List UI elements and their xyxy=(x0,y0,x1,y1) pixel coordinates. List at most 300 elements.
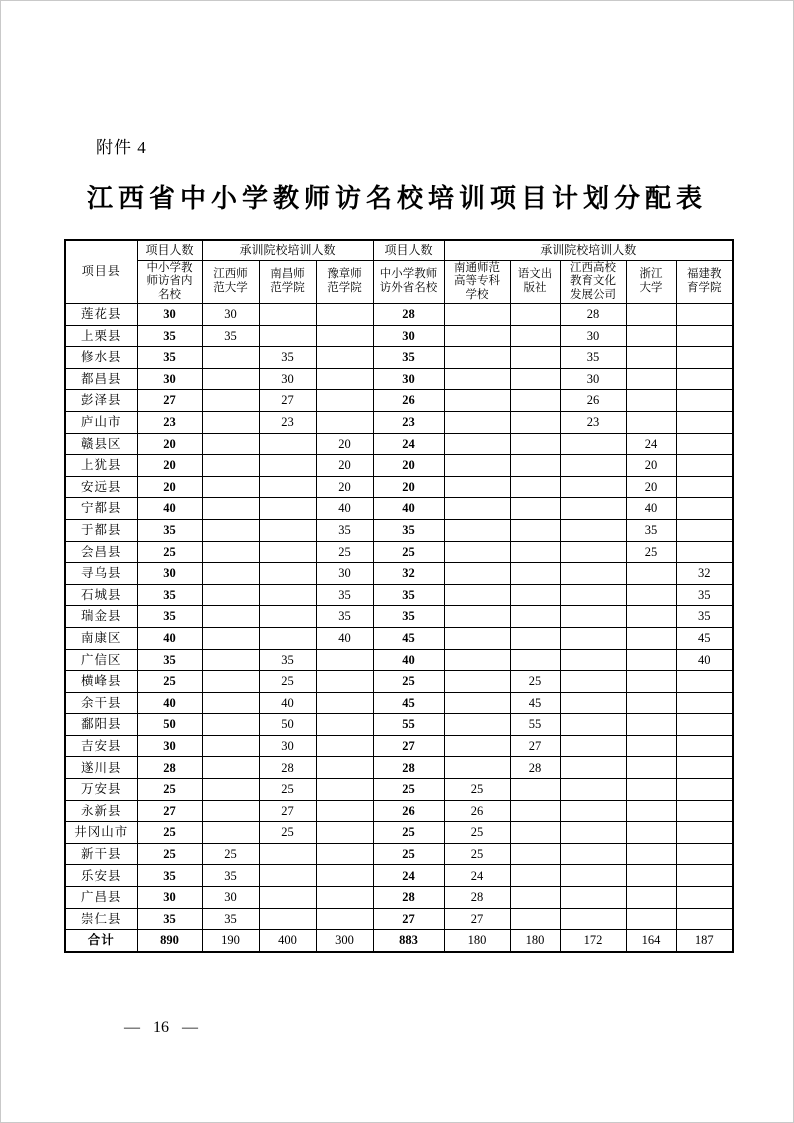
value-cell: 30 xyxy=(373,325,444,347)
value-cell: 32 xyxy=(676,563,733,585)
header-institutions-inprovince: 承训院校培训人数 xyxy=(202,240,373,261)
value-cell: 20 xyxy=(373,476,444,498)
county-cell: 莲花县 xyxy=(65,304,137,326)
value-cell xyxy=(510,541,560,563)
value-cell xyxy=(444,692,510,714)
value-cell: 35 xyxy=(259,649,316,671)
table-row xyxy=(65,735,733,757)
value-cell xyxy=(259,887,316,909)
county-cell: 广信区 xyxy=(65,649,137,671)
value-cell: 24 xyxy=(626,433,676,455)
table-row xyxy=(65,757,733,779)
value-cell: 30 xyxy=(137,368,202,390)
value-cell: 25 xyxy=(373,843,444,865)
value-cell xyxy=(259,455,316,477)
table-row xyxy=(65,649,733,671)
value-cell xyxy=(202,390,259,412)
value-cell xyxy=(316,671,373,693)
table-row xyxy=(65,822,733,844)
county-cell: 寻乌县 xyxy=(65,563,137,585)
value-cell xyxy=(202,671,259,693)
county-cell: 庐山市 xyxy=(65,411,137,433)
value-cell xyxy=(626,865,676,887)
value-cell: 35 xyxy=(560,347,626,369)
table-row xyxy=(65,325,733,347)
value-cell: 172 xyxy=(560,930,626,952)
value-cell xyxy=(202,779,259,801)
value-cell: 25 xyxy=(626,541,676,563)
table-row xyxy=(65,865,733,887)
value-cell: 25 xyxy=(444,779,510,801)
value-cell xyxy=(560,865,626,887)
value-cell xyxy=(626,822,676,844)
value-cell xyxy=(202,411,259,433)
value-cell xyxy=(560,779,626,801)
value-cell xyxy=(676,304,733,326)
value-cell xyxy=(510,887,560,909)
value-cell xyxy=(560,649,626,671)
value-cell xyxy=(626,563,676,585)
value-cell: 25 xyxy=(259,671,316,693)
value-cell: 30 xyxy=(373,368,444,390)
value-cell xyxy=(676,541,733,563)
value-cell xyxy=(202,498,259,520)
value-cell xyxy=(510,627,560,649)
value-cell: 35 xyxy=(137,325,202,347)
attachment-label: 附件 4 xyxy=(96,138,147,157)
value-cell: 40 xyxy=(626,498,676,520)
value-cell: 28 xyxy=(373,304,444,326)
value-cell: 28 xyxy=(259,757,316,779)
value-cell xyxy=(510,498,560,520)
value-cell: 45 xyxy=(676,627,733,649)
value-cell xyxy=(510,563,560,585)
value-cell: 35 xyxy=(373,606,444,628)
value-cell xyxy=(444,519,510,541)
value-cell xyxy=(676,692,733,714)
table-row xyxy=(65,692,733,714)
value-cell: 23 xyxy=(259,411,316,433)
value-cell xyxy=(676,476,733,498)
county-cell: 吉安县 xyxy=(65,735,137,757)
value-cell xyxy=(316,368,373,390)
value-cell xyxy=(202,519,259,541)
value-cell xyxy=(316,304,373,326)
value-cell xyxy=(316,390,373,412)
value-cell: 26 xyxy=(373,800,444,822)
value-cell: 164 xyxy=(626,930,676,952)
county-cell: 安远县 xyxy=(65,476,137,498)
value-cell: 35 xyxy=(316,584,373,606)
value-cell: 20 xyxy=(373,455,444,477)
county-cell: 上犹县 xyxy=(65,455,137,477)
value-cell xyxy=(560,498,626,520)
value-cell xyxy=(202,692,259,714)
value-cell xyxy=(676,800,733,822)
value-cell: 25 xyxy=(137,779,202,801)
value-cell xyxy=(510,433,560,455)
value-cell: 30 xyxy=(202,304,259,326)
value-cell xyxy=(316,692,373,714)
value-cell: 26 xyxy=(444,800,510,822)
value-cell: 23 xyxy=(373,411,444,433)
value-cell xyxy=(676,865,733,887)
value-cell xyxy=(259,563,316,585)
value-cell xyxy=(259,908,316,930)
county-cell: 修水县 xyxy=(65,347,137,369)
value-cell: 27 xyxy=(373,908,444,930)
value-cell xyxy=(259,541,316,563)
value-cell xyxy=(560,714,626,736)
value-cell: 23 xyxy=(560,411,626,433)
allocation-table xyxy=(64,239,734,953)
value-cell: 40 xyxy=(676,649,733,671)
header-language-press: 语文出 版社 xyxy=(510,261,560,304)
value-cell xyxy=(560,757,626,779)
value-cell xyxy=(259,304,316,326)
table-row xyxy=(65,519,733,541)
table-row xyxy=(65,843,733,865)
value-cell: 35 xyxy=(626,519,676,541)
value-cell xyxy=(626,627,676,649)
value-cell xyxy=(444,455,510,477)
value-cell: 30 xyxy=(560,325,626,347)
value-cell xyxy=(316,735,373,757)
value-cell: 20 xyxy=(137,433,202,455)
value-cell: 35 xyxy=(137,584,202,606)
table-row xyxy=(65,455,733,477)
value-cell xyxy=(560,606,626,628)
value-cell xyxy=(444,476,510,498)
value-cell xyxy=(444,606,510,628)
value-cell: 20 xyxy=(316,433,373,455)
value-cell: 40 xyxy=(137,627,202,649)
value-cell: 35 xyxy=(137,519,202,541)
value-cell xyxy=(202,606,259,628)
header-row-1 xyxy=(65,240,733,261)
page-title: 江西省中小学教师访名校培训项目计划分配表 xyxy=(86,183,707,213)
value-cell: 35 xyxy=(373,519,444,541)
value-cell xyxy=(560,584,626,606)
value-cell: 50 xyxy=(137,714,202,736)
value-cell xyxy=(676,347,733,369)
value-cell xyxy=(626,843,676,865)
value-cell xyxy=(626,887,676,909)
value-cell xyxy=(676,455,733,477)
value-cell: 27 xyxy=(137,800,202,822)
value-cell: 27 xyxy=(373,735,444,757)
value-cell xyxy=(444,584,510,606)
value-cell: 28 xyxy=(137,757,202,779)
value-cell: 35 xyxy=(316,519,373,541)
value-cell xyxy=(510,822,560,844)
value-cell xyxy=(259,433,316,455)
value-cell: 27 xyxy=(259,800,316,822)
county-cell: 石城县 xyxy=(65,584,137,606)
value-cell: 35 xyxy=(373,584,444,606)
value-cell xyxy=(626,347,676,369)
value-cell xyxy=(676,519,733,541)
value-cell xyxy=(626,800,676,822)
value-cell: 30 xyxy=(259,368,316,390)
value-cell: 20 xyxy=(137,476,202,498)
value-cell: 25 xyxy=(259,822,316,844)
value-cell xyxy=(510,304,560,326)
table-row xyxy=(65,541,733,563)
value-cell xyxy=(676,325,733,347)
value-cell: 35 xyxy=(137,649,202,671)
value-cell: 25 xyxy=(137,671,202,693)
value-cell: 40 xyxy=(316,627,373,649)
value-cell xyxy=(560,476,626,498)
value-cell: 28 xyxy=(373,757,444,779)
county-cell: 南康区 xyxy=(65,627,137,649)
value-cell: 26 xyxy=(373,390,444,412)
value-cell xyxy=(202,735,259,757)
value-cell xyxy=(510,325,560,347)
value-cell xyxy=(444,541,510,563)
value-cell xyxy=(444,347,510,369)
value-cell xyxy=(444,671,510,693)
value-cell: 45 xyxy=(373,627,444,649)
value-cell xyxy=(626,649,676,671)
value-cell: 35 xyxy=(316,606,373,628)
table-row xyxy=(65,887,733,909)
value-cell: 890 xyxy=(137,930,202,952)
value-cell xyxy=(626,735,676,757)
value-cell xyxy=(626,671,676,693)
value-cell xyxy=(626,908,676,930)
table-row xyxy=(65,800,733,822)
value-cell: 25 xyxy=(373,822,444,844)
value-cell: 25 xyxy=(510,671,560,693)
value-cell xyxy=(316,779,373,801)
value-cell: 30 xyxy=(259,735,316,757)
value-cell xyxy=(510,779,560,801)
table-body xyxy=(65,304,733,952)
value-cell: 35 xyxy=(202,865,259,887)
value-cell xyxy=(259,498,316,520)
value-cell xyxy=(259,476,316,498)
value-cell xyxy=(560,519,626,541)
value-cell xyxy=(202,757,259,779)
value-cell xyxy=(510,455,560,477)
value-cell xyxy=(259,606,316,628)
value-cell xyxy=(444,714,510,736)
value-cell xyxy=(676,433,733,455)
table-row xyxy=(65,714,733,736)
value-cell xyxy=(316,757,373,779)
county-cell: 永新县 xyxy=(65,800,137,822)
value-cell: 28 xyxy=(444,887,510,909)
table-row xyxy=(65,476,733,498)
value-cell xyxy=(202,433,259,455)
value-cell: 45 xyxy=(510,692,560,714)
header-jiangxi-education-company: 江西高校 教育文化 发展公司 xyxy=(560,261,626,304)
table-row xyxy=(65,347,733,369)
total-label: 合计 xyxy=(65,930,137,952)
value-cell: 20 xyxy=(626,476,676,498)
value-cell: 35 xyxy=(137,865,202,887)
value-cell: 30 xyxy=(202,887,259,909)
table-row xyxy=(65,433,733,455)
header-nantong-normal-college: 南通师范 高等专科 学校 xyxy=(444,261,510,304)
value-cell: 400 xyxy=(259,930,316,952)
header-teachers-outprovince: 中小学教师 访外省名校 xyxy=(373,261,444,304)
value-cell: 35 xyxy=(202,908,259,930)
value-cell xyxy=(626,304,676,326)
value-cell xyxy=(259,519,316,541)
table-row xyxy=(65,411,733,433)
value-cell xyxy=(316,865,373,887)
table-row xyxy=(65,627,733,649)
table-row xyxy=(65,563,733,585)
value-cell xyxy=(510,865,560,887)
value-cell: 24 xyxy=(373,865,444,887)
value-cell: 30 xyxy=(560,368,626,390)
value-cell: 35 xyxy=(373,347,444,369)
value-cell: 35 xyxy=(137,347,202,369)
county-cell: 横峰县 xyxy=(65,671,137,693)
value-cell: 20 xyxy=(316,476,373,498)
value-cell xyxy=(444,390,510,412)
value-cell xyxy=(510,476,560,498)
value-cell xyxy=(444,563,510,585)
value-cell: 883 xyxy=(373,930,444,952)
value-cell: 25 xyxy=(373,779,444,801)
value-cell xyxy=(626,584,676,606)
value-cell xyxy=(676,779,733,801)
value-cell xyxy=(676,908,733,930)
value-cell xyxy=(560,541,626,563)
value-cell xyxy=(202,649,259,671)
value-cell xyxy=(676,757,733,779)
value-cell: 27 xyxy=(259,390,316,412)
value-cell: 25 xyxy=(137,843,202,865)
value-cell: 40 xyxy=(259,692,316,714)
value-cell xyxy=(626,368,676,390)
value-cell: 35 xyxy=(202,325,259,347)
value-cell xyxy=(626,325,676,347)
county-cell: 上栗县 xyxy=(65,325,137,347)
value-cell xyxy=(626,714,676,736)
value-cell xyxy=(510,800,560,822)
value-cell: 40 xyxy=(137,498,202,520)
value-cell: 20 xyxy=(316,455,373,477)
table-row xyxy=(65,671,733,693)
value-cell xyxy=(676,368,733,390)
value-cell xyxy=(510,368,560,390)
value-cell xyxy=(444,498,510,520)
value-cell: 27 xyxy=(137,390,202,412)
value-cell xyxy=(676,843,733,865)
value-cell xyxy=(626,390,676,412)
value-cell xyxy=(316,649,373,671)
value-cell xyxy=(676,822,733,844)
county-cell: 崇仁县 xyxy=(65,908,137,930)
value-cell xyxy=(510,347,560,369)
header-teachers-inprovince: 中小学教 师访省内 名校 xyxy=(137,261,202,304)
value-cell xyxy=(560,563,626,585)
value-cell xyxy=(676,390,733,412)
value-cell xyxy=(560,433,626,455)
value-cell xyxy=(316,325,373,347)
value-cell xyxy=(444,304,510,326)
value-cell xyxy=(202,455,259,477)
value-cell: 30 xyxy=(137,735,202,757)
value-cell xyxy=(444,411,510,433)
value-cell xyxy=(626,411,676,433)
header-project-county: 项目县 xyxy=(65,240,137,304)
value-cell: 26 xyxy=(560,390,626,412)
value-cell xyxy=(560,671,626,693)
value-cell: 30 xyxy=(137,887,202,909)
county-cell: 万安县 xyxy=(65,779,137,801)
table-row xyxy=(65,779,733,801)
county-cell: 遂川县 xyxy=(65,757,137,779)
value-cell: 30 xyxy=(316,563,373,585)
value-cell xyxy=(259,843,316,865)
header-nanchang-normal-college: 南昌师 范学院 xyxy=(259,261,316,304)
header-jiangxi-normal-university: 江西师 范大学 xyxy=(202,261,259,304)
county-cell: 井冈山市 xyxy=(65,822,137,844)
value-cell xyxy=(259,584,316,606)
value-cell xyxy=(560,627,626,649)
value-cell: 23 xyxy=(137,411,202,433)
value-cell xyxy=(510,843,560,865)
value-cell: 35 xyxy=(676,584,733,606)
value-cell xyxy=(560,908,626,930)
county-cell: 都昌县 xyxy=(65,368,137,390)
county-cell: 新干县 xyxy=(65,843,137,865)
value-cell: 27 xyxy=(444,908,510,930)
value-cell xyxy=(560,455,626,477)
total-row xyxy=(65,930,733,952)
header-institutions-outprovince: 承训院校培训人数 xyxy=(444,240,733,261)
value-cell: 25 xyxy=(259,779,316,801)
value-cell: 30 xyxy=(137,304,202,326)
value-cell xyxy=(444,627,510,649)
value-cell xyxy=(510,606,560,628)
value-cell xyxy=(444,735,510,757)
value-cell xyxy=(560,692,626,714)
value-cell: 25 xyxy=(316,541,373,563)
value-cell: 27 xyxy=(510,735,560,757)
value-cell xyxy=(259,865,316,887)
table-header xyxy=(65,240,733,304)
header-zhejiang-university: 浙江 大学 xyxy=(626,261,676,304)
value-cell: 25 xyxy=(137,541,202,563)
county-cell: 瑞金县 xyxy=(65,606,137,628)
header-fujian-education-institute: 福建教 育学院 xyxy=(676,261,733,304)
value-cell: 28 xyxy=(560,304,626,326)
value-cell xyxy=(510,908,560,930)
value-cell xyxy=(202,800,259,822)
value-cell xyxy=(316,800,373,822)
value-cell: 40 xyxy=(137,692,202,714)
value-cell: 28 xyxy=(373,887,444,909)
value-cell xyxy=(510,390,560,412)
value-cell: 25 xyxy=(202,843,259,865)
county-cell: 赣县区 xyxy=(65,433,137,455)
value-cell: 35 xyxy=(137,908,202,930)
value-cell xyxy=(316,714,373,736)
value-cell xyxy=(202,714,259,736)
value-cell: 40 xyxy=(373,498,444,520)
table-row xyxy=(65,304,733,326)
value-cell: 20 xyxy=(137,455,202,477)
value-cell xyxy=(259,627,316,649)
